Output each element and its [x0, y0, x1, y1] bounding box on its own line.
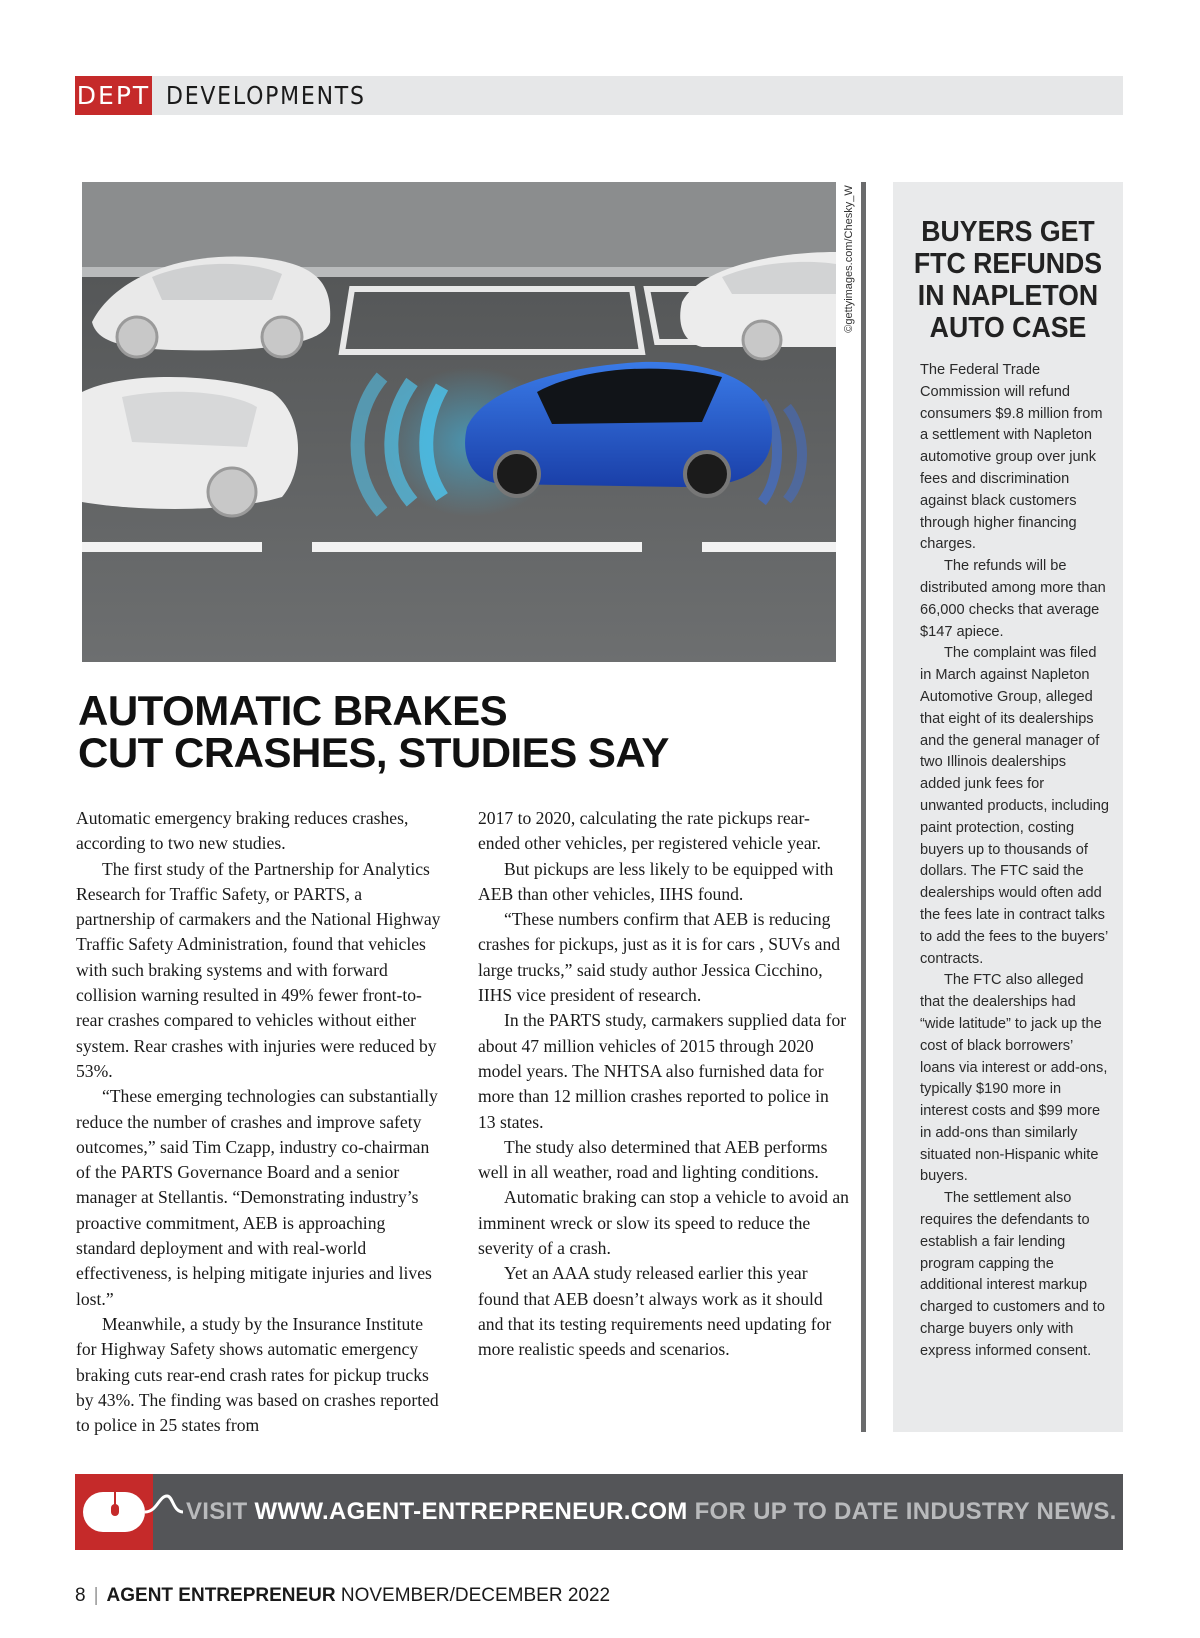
- dept-tag: DEPT: [75, 76, 152, 115]
- page-footer: [75, 1585, 610, 1607]
- article-column-1: [76, 806, 444, 1438]
- article-headline: [78, 687, 738, 776]
- sidebar-body: [920, 360, 1110, 1363]
- banner-suffix: FOR UP TO DATE INDUSTRY NEWS.: [687, 1498, 1117, 1525]
- sidebar-title-line: AUTO CASE: [929, 312, 1087, 344]
- sidebar-paragraph: The settlement also requires the defendants to establish a fair lending program capping the additional interest markup charged to customers and to charge buyers only with express informed consent.: [920, 1190, 1105, 1359]
- headline-line-2: CUT CRASHES, STUDIES SAY: [78, 729, 669, 776]
- column-divider: [861, 182, 866, 1432]
- footer-separator: |: [93, 1585, 99, 1606]
- sidebar-paragraph: The refunds will be distributed among more than 66,000 checks that average $147 apiece.: [920, 558, 1106, 640]
- sidebar-title-line: IN NAPLETON: [917, 280, 1099, 312]
- paragraph: Automatic braking can stop a vehicle to avoid an imminent wreck or slow its speed to reduce the severity of a crash.: [478, 1187, 849, 1259]
- magazine-name: AGENT ENTREPRENEUR: [106, 1585, 336, 1606]
- sidebar-paragraph: The Federal Trade Commission will refund consumers $9.8 million from a settlement with Napleton automotive group over junk fees and discrimination against black customers through higher financing charges.: [920, 362, 1103, 553]
- paragraph: Meanwhile, a study by the Insurance Institute for Highway Safety shows automatic emergency braking cuts rear-end crash rates for pickup trucks by 43%. The finding was based on crashes reported to police in 25 states from: [76, 1313, 439, 1436]
- sidebar-box: [893, 182, 1123, 1432]
- banner-icon-box: [75, 1474, 153, 1550]
- article-photo: [82, 182, 836, 662]
- headline-line-1: AUTOMATIC BRAKES: [78, 687, 508, 734]
- paragraph: Automatic emergency braking reduces crashes, according to two new studies.: [76, 808, 409, 854]
- paragraph: In the PARTS study, carmakers supplied data for about 47 million vehicles of 2015 through 2020 model years. The NHTSA also furnished data for more than 12 million crashes reported to police in 13 states.: [478, 1010, 847, 1132]
- paragraph: Yet an AAA study released earlier this year found that AEB doesn’t always work as it should and that its testing requirements need updating for more realistic speeds and scenarios.: [478, 1263, 832, 1360]
- paragraph: The first study of the Partnership for Analytics Research for Traffic Safety, or PARTS, a partnership of carmakers and the National Highway Traffic Safety Administration, found that vehicles with such braking systems and with forward collision warning resulted in 49% fewer front-to-rear crashes compared to vehicles without either system. Rear crashes with injuries were reduced by 53%.: [76, 858, 441, 1081]
- sidebar-paragraph: The complaint was filed in March against Napleton Automotive Group, alleged that eight of its dealerships and the general manager of two Illinois dealerships added junk fees for unwanted products, including paint protection, costing buyers up to thousands of dollars. The FTC said the dealerships would often add the fees late in contract talks to add the fees to the buyers’ contracts.: [920, 645, 1110, 967]
- sidebar-title-line: BUYERS GET: [921, 216, 1095, 248]
- paragraph: 2017 to 2020, calculating the rate pickups rear-ended other vehicles, per registered vehicle year.: [478, 808, 821, 854]
- computer-mouse-icon: [75, 1474, 183, 1550]
- section-name: DEVELOPMENTS: [166, 81, 366, 110]
- article-column-2: [478, 806, 850, 1363]
- photo-credit: ©gettyimages.com/Chesky_W: [843, 185, 855, 333]
- banner-url-link[interactable]: WWW.AGENT-ENTREPRENEUR.COM: [254, 1498, 688, 1525]
- sidebar-title: [902, 216, 1114, 344]
- banner-prefix: VISIT: [186, 1498, 255, 1525]
- sidebar-paragraph: The FTC also alleged that the dealerships had “wide latitude” to jack up the cost of black borrowers’ loans via interest or add-ons, typically $190 more in interest costs and $99 more in add-ons than similarly situated non-Hispanic white buyers.: [920, 972, 1108, 1185]
- paragraph: But pickups are less likely to be equipped with AEB than other vehicles, IIHS found.: [478, 858, 834, 904]
- sidebar-title-line: FTC REFUNDS: [913, 248, 1103, 280]
- paragraph: “These emerging technologies can substantially reduce the number of crashes and improve safety outcomes,” said Tim Czapp, industry co-chairman of the PARTS Governance Board and a senior manager at Stellantis. “Demonstrating industry’s proactive commitment, AEB is approaching standard deployment and with real-world effectiveness, is helping mitigate injuries and lives lost.”: [76, 1086, 438, 1309]
- page-number: 8: [75, 1585, 86, 1606]
- paragraph: The study also determined that AEB performs well in all weather, road and lighting conditions.: [478, 1136, 828, 1183]
- issue-date: NOVEMBER/DECEMBER 2022: [340, 1585, 611, 1606]
- banner-text: [186, 1474, 1117, 1550]
- paragraph: “These numbers confirm that AEB is reducing crashes for pickups, just as it is for cars , SUVs and large trucks,” said study author Jessica Cicchino, IIHS vice president of research.: [478, 909, 841, 1006]
